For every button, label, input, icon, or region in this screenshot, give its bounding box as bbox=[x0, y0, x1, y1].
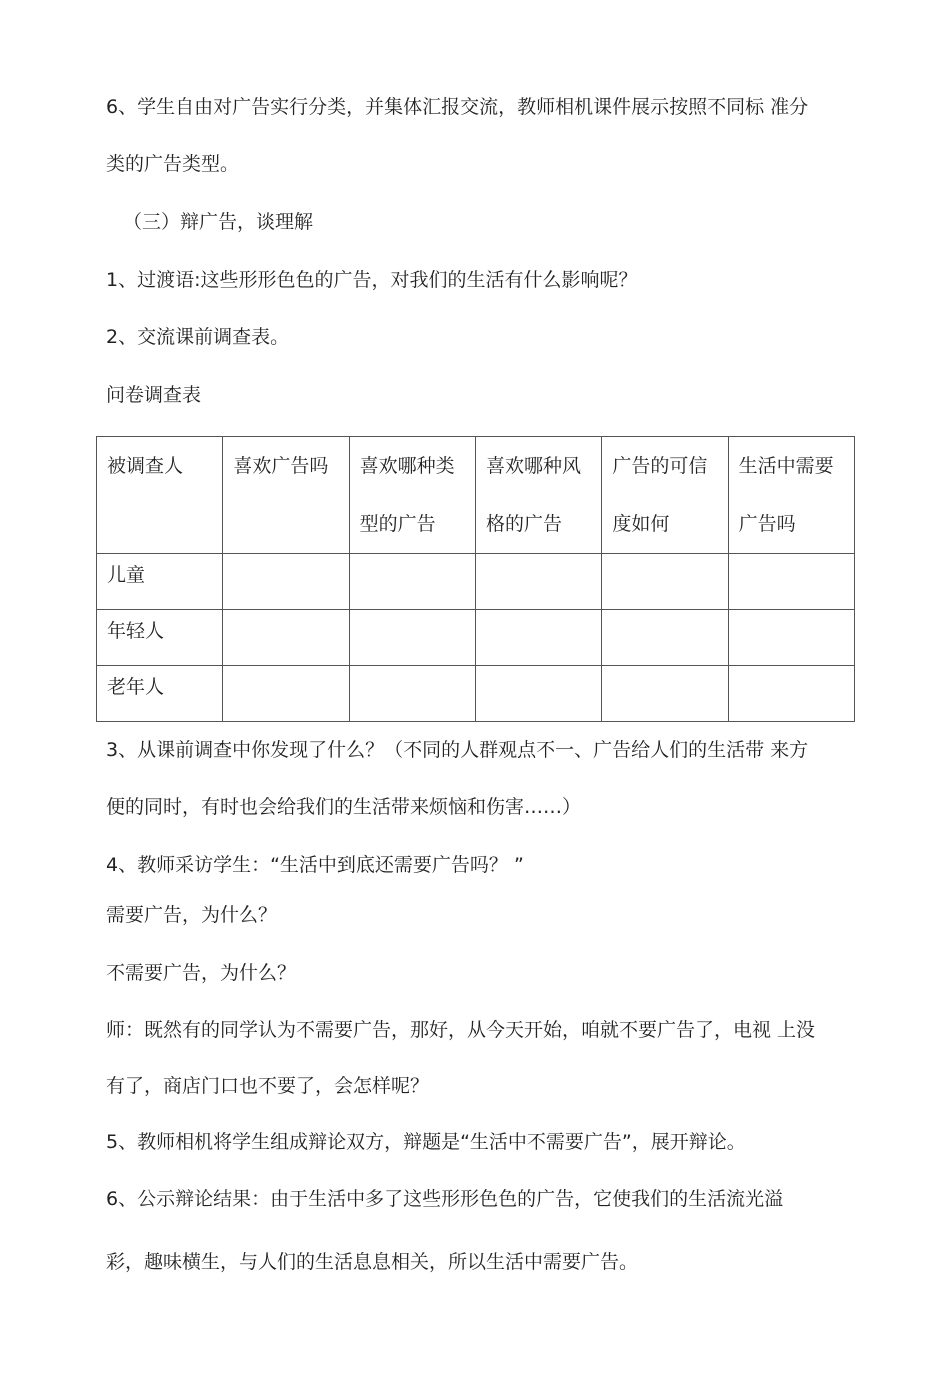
table-header-cell bbox=[602, 437, 728, 554]
table-cell bbox=[223, 554, 349, 610]
survey-table bbox=[96, 436, 855, 722]
table-cell bbox=[728, 610, 854, 666]
table-row bbox=[97, 610, 855, 666]
header-text: 喜欢广告吗 bbox=[233, 455, 329, 477]
table-cell bbox=[728, 666, 854, 722]
table-caption: 问卷调查表 bbox=[106, 384, 202, 406]
paragraph: 彩，趣味横生，与人们的生活息息相关，所以生活中需要广告。 bbox=[106, 1251, 639, 1273]
table-cell bbox=[223, 666, 349, 722]
paragraph: 有了，商店门口也不要了，会怎样呢？ bbox=[106, 1075, 430, 1097]
header-text: 被调查人 bbox=[107, 455, 184, 477]
table-cell: 儿童 bbox=[97, 554, 223, 610]
table-cell bbox=[602, 666, 728, 722]
section-heading: （三）辩广告，谈理解 bbox=[123, 211, 314, 233]
paragraph: 3、从课前调查中你发现了什么？（不同的人群观点不一、广告给人们的生活带 来方 bbox=[106, 739, 809, 761]
table-cell bbox=[349, 554, 475, 610]
paragraph: 5、教师相机将学生组成辩论双方，辩题是“生活中不需要广告”，展开辩论。 bbox=[106, 1131, 746, 1153]
table-cell bbox=[475, 610, 601, 666]
paragraph: 4、教师采访学生：“生活中到底还需要广告吗？ ” bbox=[106, 854, 524, 876]
paragraph: 1、过渡语:这些形形色色的广告，对我们的生活有什么影响呢？ bbox=[106, 269, 638, 291]
header-text: 广告的可信度如何 bbox=[612, 455, 708, 535]
table-header-row bbox=[97, 437, 855, 554]
table-header-cell bbox=[97, 437, 223, 554]
table-cell bbox=[602, 554, 728, 610]
paragraph: 不需要广告，为什么？ bbox=[106, 962, 297, 984]
table-cell bbox=[475, 554, 601, 610]
table-cell bbox=[349, 666, 475, 722]
table-header-cell bbox=[475, 437, 601, 554]
table-header-cell bbox=[728, 437, 854, 554]
table-cell: 年轻人 bbox=[97, 610, 223, 666]
table-cell bbox=[602, 610, 728, 666]
header-text: 喜欢哪种风格的广告 bbox=[485, 455, 581, 535]
table-cell bbox=[475, 666, 601, 722]
paragraph: 类的广告类型。 bbox=[106, 153, 240, 175]
header-text: 喜欢哪种类型的广告 bbox=[359, 455, 455, 535]
paragraph: 2、交流课前调查表。 bbox=[106, 326, 290, 348]
paragraph: 师：既然有的同学认为不需要广告，那好，从今天开始，咱就不要广告了，电视 上没 bbox=[106, 1019, 816, 1041]
table-cell bbox=[349, 610, 475, 666]
paragraph: 6、学生自由对广告实行分类，并集体汇报交流，教师相机课件展示按照不同标 准分 bbox=[106, 96, 809, 118]
table-cell bbox=[728, 554, 854, 610]
table-cell bbox=[223, 610, 349, 666]
table-cell: 老年人 bbox=[97, 666, 223, 722]
paragraph: 需要广告，为什么？ bbox=[106, 904, 278, 926]
table-row bbox=[97, 554, 855, 610]
table-row bbox=[97, 666, 855, 722]
table-header-cell bbox=[223, 437, 349, 554]
table-header-cell bbox=[349, 437, 475, 554]
header-text: 生活中需要广告吗 bbox=[738, 455, 834, 535]
paragraph: 6、公示辩论结果：由于生活中多了这些形形色色的广告，它使我们的生活流光溢 bbox=[106, 1188, 784, 1210]
paragraph: 便的同时，有时也会给我们的生活带来烦恼和伤害……） bbox=[106, 796, 582, 818]
